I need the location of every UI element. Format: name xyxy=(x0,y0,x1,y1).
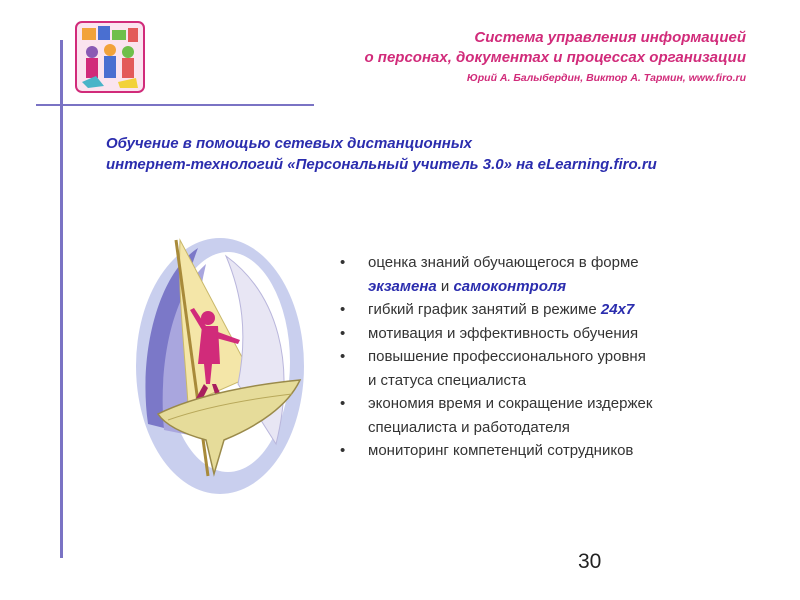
bullet-emphasis: экзамена xyxy=(368,277,437,295)
people-puzzle-logo xyxy=(74,20,146,94)
list-item xyxy=(340,251,740,298)
list-item xyxy=(340,439,740,463)
slide-subtitle xyxy=(106,133,657,175)
bullet-text: и xyxy=(436,277,454,295)
bullet-text: оценка знаний обучающегося в форме xyxy=(368,254,639,271)
feature-bullet-list xyxy=(340,251,740,463)
header-authors: Юрий А. Балыбердин, Виктор А. Тармин, www.firo.ru xyxy=(466,72,746,84)
bullet-text: специалиста и работодателя xyxy=(368,418,570,436)
list-item xyxy=(340,322,740,346)
sailboat-figure-illustration xyxy=(128,234,313,534)
list-item xyxy=(340,392,740,439)
bullet-text: экономия время и сокращение издержек xyxy=(368,395,653,412)
horizontal-rule xyxy=(36,104,314,106)
header-block xyxy=(364,28,746,84)
subtitle-line2: интернет-технологий «Персональный учитель 3.0» на eLearning.firo.ru xyxy=(106,156,657,173)
page-number: 30 xyxy=(578,550,602,573)
bullet-text: и статуса специалиста xyxy=(368,371,527,389)
list-item xyxy=(340,298,740,322)
bullet-text: мотивация и эффективность обучения xyxy=(368,324,639,342)
header-title-line2: о персонах, документах и процессах организации xyxy=(364,49,746,66)
bullet-emphasis: 24x7 xyxy=(600,301,635,318)
vertical-rule xyxy=(60,40,63,558)
header-title-line1: Система управления информацией xyxy=(474,29,746,46)
list-item xyxy=(340,345,740,392)
bullet-text: гибкий график занятий в режиме xyxy=(368,301,601,318)
subtitle-line1: Обучение в помощью сетевых дистанционных xyxy=(106,135,472,152)
bullet-text: мониторинг компетенций сотрудников xyxy=(368,442,634,459)
bullet-text: повышение профессионального уровня xyxy=(368,348,646,365)
bullet-emphasis: самоконтроля xyxy=(453,277,567,295)
